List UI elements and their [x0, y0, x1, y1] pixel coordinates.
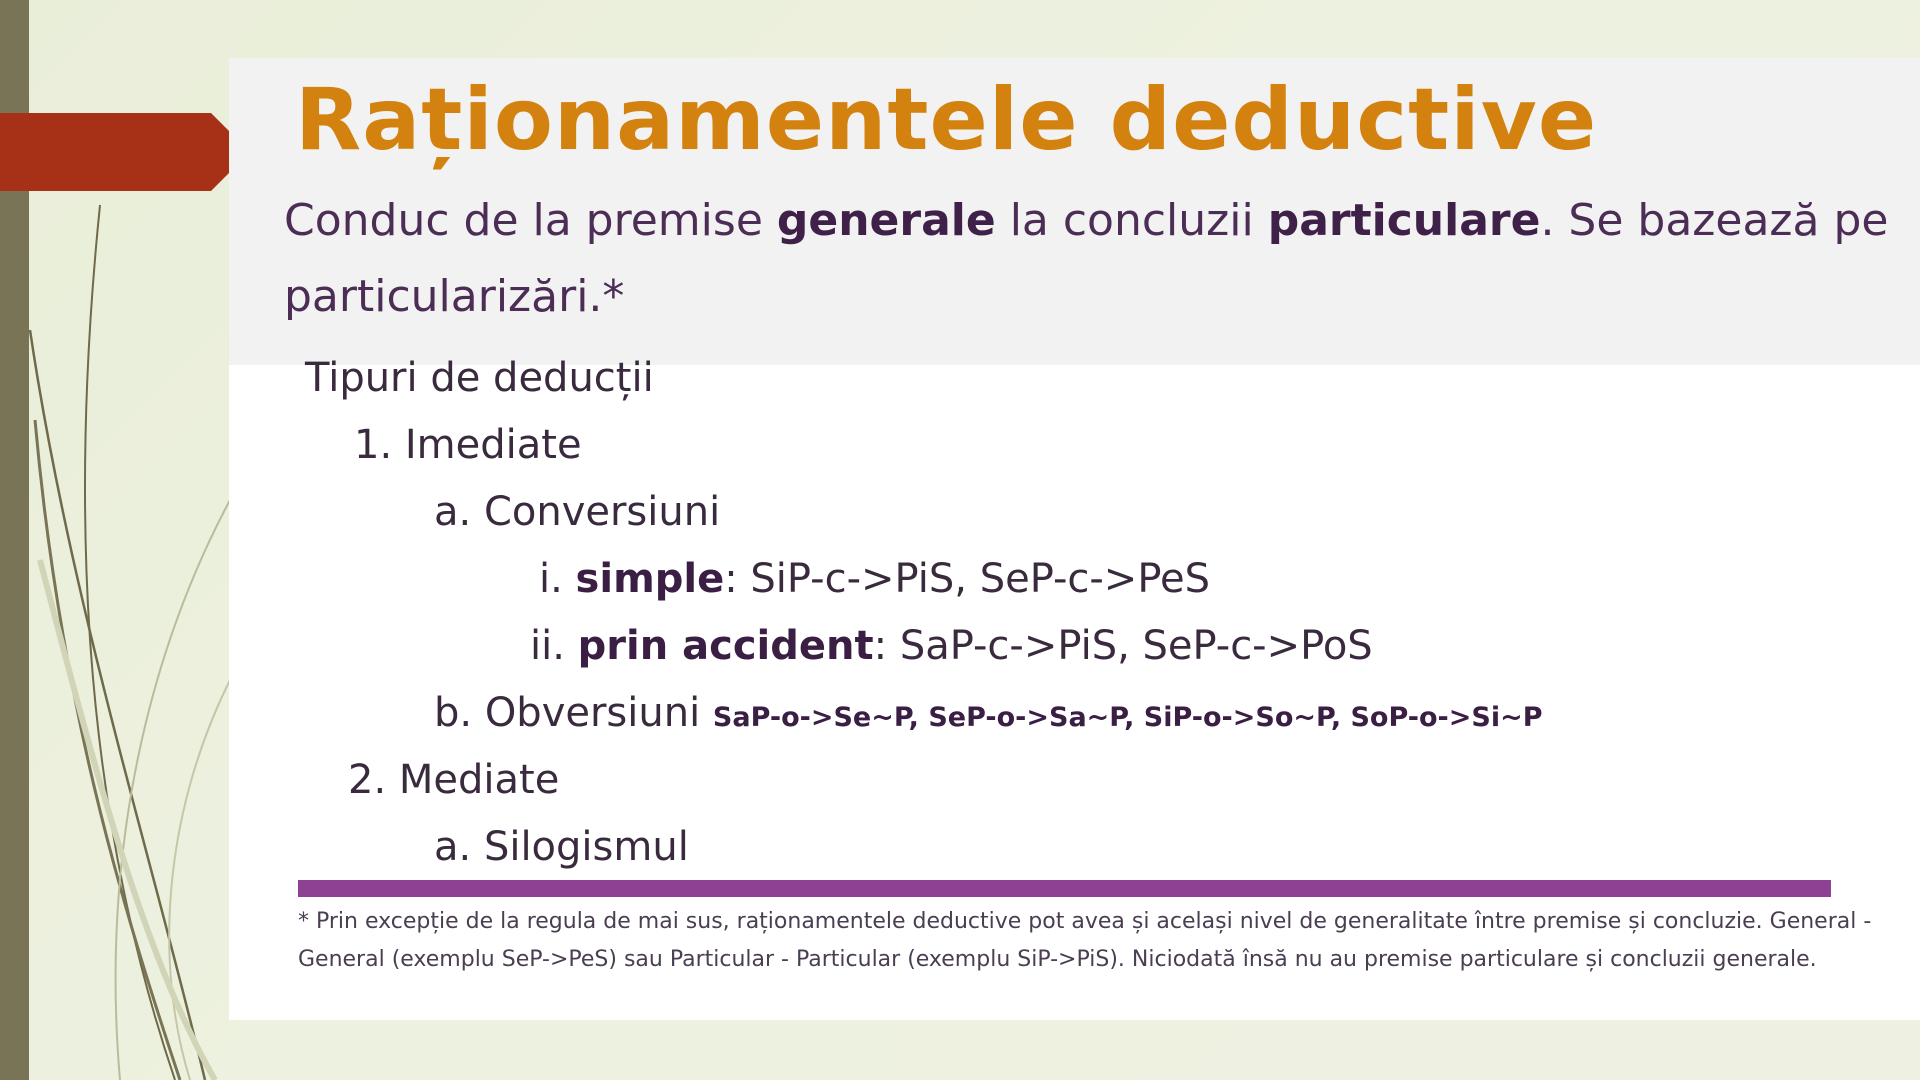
- item-mediate: 2. Mediate: [348, 757, 560, 803]
- item-simple: [539, 556, 1210, 602]
- item-syllogism: a. Silogismul: [434, 824, 689, 870]
- intro-bold-particular: particulare: [1267, 195, 1541, 246]
- red-accent-tab: [0, 113, 229, 191]
- intro-part-1: Conduc de la premise: [284, 195, 777, 246]
- accident-number: ii.: [530, 623, 578, 669]
- item-obversions: [434, 690, 1542, 736]
- purple-divider: [298, 880, 1831, 897]
- header-panel: [229, 58, 1920, 365]
- intro-text: [284, 183, 1894, 335]
- intro-part-2: la concluzii: [995, 195, 1268, 246]
- slide-title: Raționamentele deductive: [295, 70, 1598, 170]
- item-immediate: 1. Imediate: [354, 422, 582, 468]
- list-heading: Tipuri de deducții: [305, 355, 654, 401]
- simple-label: simple: [575, 556, 725, 602]
- intro-part-3: . Se bazează pe particularizări.*: [284, 195, 1889, 322]
- simple-formulas: : SiP-c->PiS, SeP-c->PeS: [724, 556, 1211, 602]
- item-accident: [530, 623, 1373, 669]
- item-conversions: a. Conversiuni: [434, 489, 721, 535]
- accident-label: prin accident: [577, 623, 874, 669]
- obversions-label: b. Obversiuni: [434, 690, 713, 736]
- footnote: * Prin excepție de la regula de mai sus, raționamentele deductive pot avea și același nivel de generalitate între premise și concluzie. General - General (exemplu SeP->PeS) sau Particular - Particular (exemplu SiP->PiS). Niciodată însă nu au premise particulare și concluzii generale.: [298, 909, 1872, 972]
- accident-formulas: : SaP-c->PiS, SeP-c->PoS: [873, 623, 1373, 669]
- obversions-formulas: SaP-o->Se~P, SeP-o->Sa~P, SiP-o->So~P, SoP-o->Si~P: [712, 702, 1543, 733]
- content-card: [229, 58, 1920, 1020]
- simple-number: i.: [539, 556, 576, 602]
- intro-bold-general: generale: [776, 195, 996, 246]
